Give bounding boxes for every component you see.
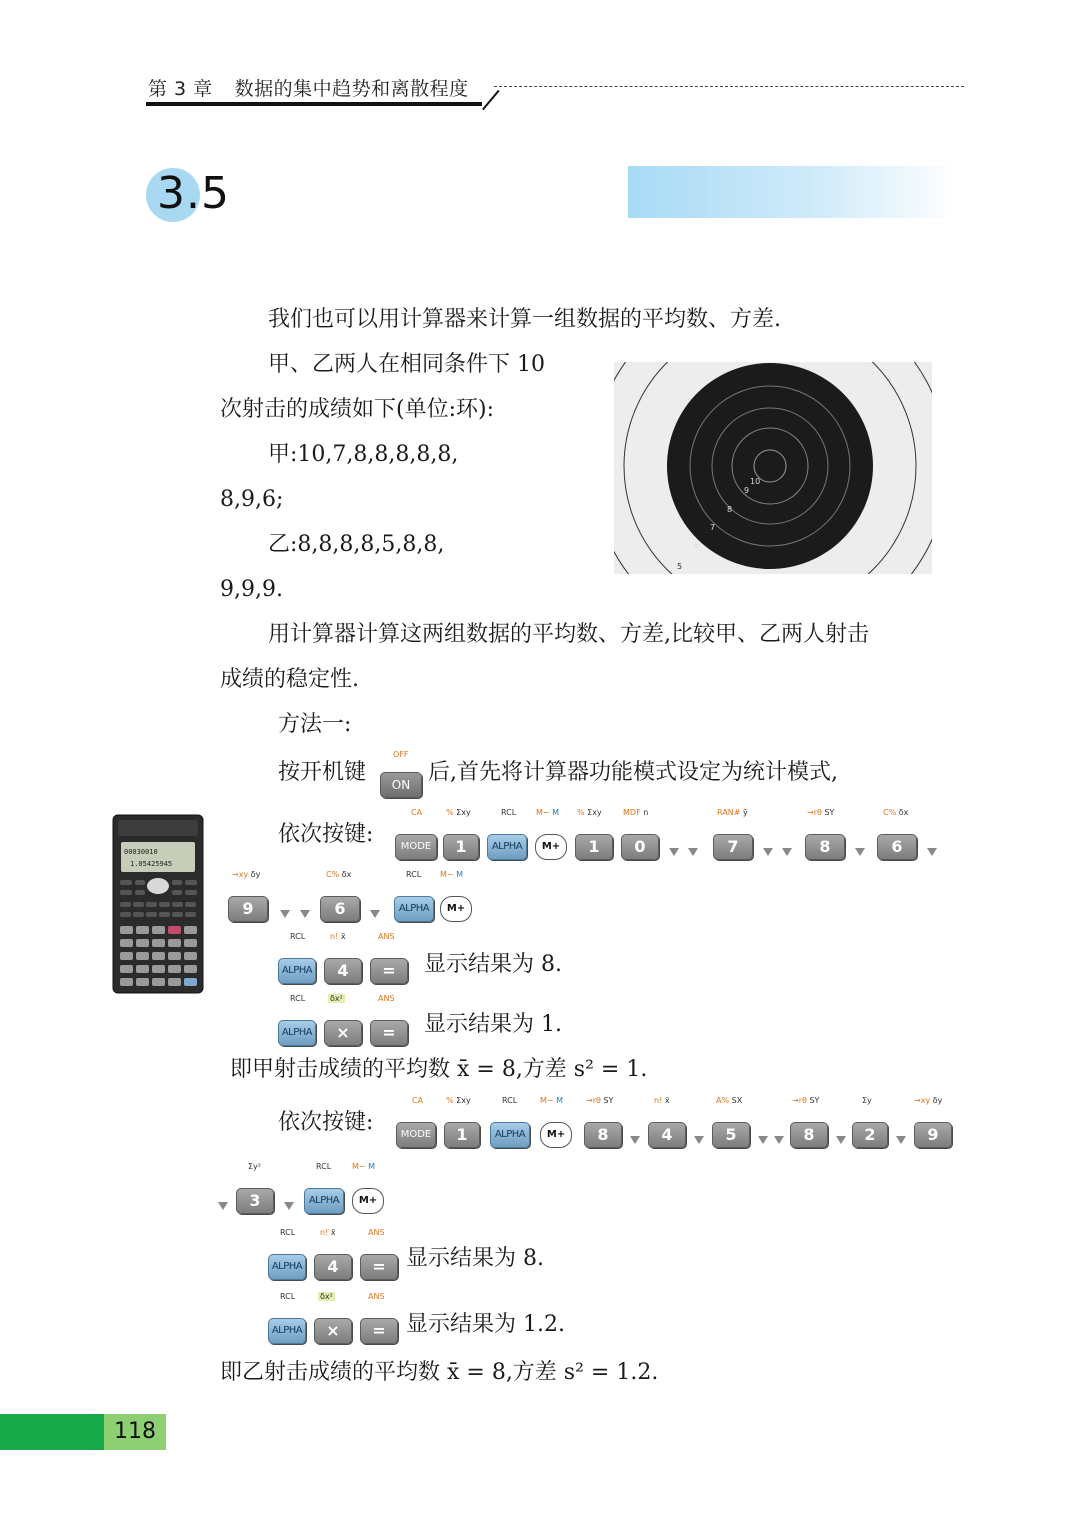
equals-key[interactable]: =: [370, 958, 408, 984]
page-header: [146, 72, 966, 106]
alpha-key[interactable]: ALPHA: [490, 1122, 530, 1148]
task-line-1: 用计算器计算这两组数据的平均数、方差,比较甲、乙两人射击: [268, 622, 869, 647]
step-on-suffix: 后,首先将计算器功能模式设定为统计模式,: [428, 760, 838, 785]
key-8[interactable]: 8: [790, 1122, 828, 1148]
press-seq-label-a: 依次按键:: [278, 822, 374, 847]
key-label: n!: [320, 1228, 329, 1237]
key-9[interactable]: 9: [914, 1122, 952, 1148]
key-label: ANS: [378, 994, 395, 1003]
mode-key[interactable]: MODE: [396, 1122, 436, 1148]
alpha-key[interactable]: ALPHA: [394, 896, 434, 922]
result-mean-b: 显示结果为 8.: [406, 1246, 544, 1271]
down-arrow-icon: [669, 848, 679, 856]
key-label: RCL: [502, 1096, 518, 1105]
alpha-key[interactable]: ALPHA: [268, 1254, 306, 1280]
down-arrow-icon: [896, 1136, 906, 1144]
m-plus-key[interactable]: M+: [440, 896, 472, 922]
down-arrow-icon: [370, 910, 380, 918]
key-1[interactable]: 1: [444, 1122, 480, 1148]
m-plus-key[interactable]: M+: [352, 1188, 384, 1214]
key-label: RAN#: [717, 808, 741, 817]
page-number-bar: [0, 1414, 104, 1450]
key-label: δx: [341, 870, 352, 879]
key-label: ȳ: [742, 808, 748, 817]
key-label: x̄: [330, 1228, 336, 1237]
press-seq-label-b: 依次按键:: [278, 1110, 374, 1135]
alpha-key[interactable]: ALPHA: [278, 1020, 316, 1046]
down-arrow-icon: [218, 1202, 228, 1210]
mean-key-group-a: [278, 932, 418, 988]
problem-line-2: 次射击的成绩如下(单位:环):: [220, 397, 494, 422]
key-label: %: [446, 1096, 454, 1105]
m-plus-key[interactable]: M+: [540, 1122, 572, 1148]
key-label: M−: [540, 1096, 554, 1105]
key-label: CA: [411, 808, 423, 817]
key-label: MDF: [623, 808, 641, 817]
key-5[interactable]: 5: [712, 1122, 750, 1148]
down-arrow-icon: [782, 848, 792, 856]
conclusion-a: 即甲射击成绩的平均数 x̄ = 8,方差 s² = 1.: [230, 1057, 648, 1082]
key-label: Σy: [862, 1096, 872, 1105]
on-key-group: [380, 750, 424, 806]
key-label: %: [577, 808, 585, 817]
key-9[interactable]: 9: [228, 896, 268, 922]
mode-key[interactable]: MODE: [395, 834, 437, 860]
calculator-image: [112, 814, 204, 994]
equals-key[interactable]: =: [360, 1318, 398, 1344]
key-6[interactable]: 6: [877, 834, 917, 860]
down-arrow-icon: [630, 1136, 640, 1144]
key-label: RCL: [406, 870, 422, 879]
key-label: Σxy: [456, 808, 471, 817]
key-label: ANS: [378, 932, 395, 941]
calc-display-line-2: 1.05425945: [130, 860, 173, 868]
key-label: n: [643, 808, 649, 817]
key-label: C%: [326, 870, 340, 879]
key-sequence-a-row-2: [228, 870, 488, 926]
key-label: RCL: [280, 1228, 296, 1237]
key-label: SY: [603, 1096, 614, 1105]
key-label: RCL: [290, 932, 306, 941]
down-arrow-icon: [855, 848, 865, 856]
key-7[interactable]: 7: [713, 834, 753, 860]
page-number: 118: [104, 1414, 166, 1450]
key-1[interactable]: 1: [575, 834, 613, 860]
jia-scores-line-2: 8,9,6;: [220, 487, 284, 512]
key-4[interactable]: 4: [314, 1254, 352, 1280]
down-arrow-icon: [694, 1136, 704, 1144]
down-arrow-icon: [774, 1136, 784, 1144]
down-arrow-icon: [763, 848, 773, 856]
key-label: OFF: [393, 750, 409, 759]
key-6[interactable]: 6: [320, 896, 360, 922]
key-label: Σxy: [587, 808, 602, 817]
key-label: x̄: [664, 1096, 670, 1105]
ring-label: 8: [727, 505, 733, 514]
key-label: x̄: [340, 932, 346, 941]
key-label: %: [446, 808, 454, 817]
key-0[interactable]: 0: [621, 834, 659, 860]
alpha-key[interactable]: ALPHA: [487, 834, 527, 860]
key-label: RCL: [316, 1162, 332, 1171]
jia-scores-line-1: 甲:10,7,8,8,8,8,8,: [268, 442, 459, 467]
key-label: →rθ: [586, 1096, 601, 1105]
result-variance-a: 显示结果为 1.: [424, 1012, 562, 1037]
key-4[interactable]: 4: [324, 958, 362, 984]
key-label: →rθ: [807, 808, 822, 817]
key-label: M: [556, 1096, 564, 1105]
key-label: SY: [824, 808, 835, 817]
down-arrow-icon: [280, 910, 290, 918]
key-label: M: [456, 870, 464, 879]
alpha-key[interactable]: ALPHA: [268, 1318, 306, 1344]
ring-label: 6: [694, 541, 700, 550]
down-arrow-icon: [300, 910, 310, 918]
step-on-prefix: 按开机键: [278, 760, 367, 785]
key-label: n!: [654, 1096, 663, 1105]
problem-line-1: 甲、乙两人在相同条件下 10: [268, 352, 545, 377]
key-label: M: [552, 808, 560, 817]
key-1[interactable]: 1: [443, 834, 479, 860]
key-label: ANS: [368, 1292, 385, 1301]
key-label: →xy: [232, 870, 249, 879]
key-label: Σxy: [456, 1096, 471, 1105]
key-sequence-b-row-2: [218, 1162, 398, 1218]
ring-label: 9: [744, 486, 750, 495]
key-label: δx²: [320, 1292, 333, 1301]
chapter-title: 数据的集中趋势和离散程度: [234, 78, 469, 100]
key-label: n!: [330, 932, 339, 941]
conclusion-b: 即乙射击成绩的平均数 x̄ = 8,方差 s² = 1.2.: [220, 1360, 659, 1385]
yi-scores-line-2: 9,9,9.: [220, 577, 283, 602]
key-8[interactable]: 8: [805, 834, 845, 860]
variance-key-group-b: [268, 1292, 408, 1348]
target-svg: [614, 362, 932, 574]
key-label: SX: [731, 1096, 743, 1105]
key-label: CA: [412, 1096, 424, 1105]
times-key[interactable]: ×: [314, 1318, 352, 1344]
result-variance-b: 显示结果为 1.2.: [406, 1312, 565, 1337]
equals-key[interactable]: =: [360, 1254, 398, 1280]
alpha-key[interactable]: ALPHA: [304, 1188, 344, 1214]
running-head: [148, 74, 491, 101]
key-label: →rθ: [792, 1096, 807, 1105]
key-label: Σy²: [248, 1162, 261, 1171]
shooting-target-image: [614, 362, 932, 574]
alpha-key[interactable]: ALPHA: [278, 958, 316, 984]
equals-key[interactable]: =: [370, 1020, 408, 1046]
result-mean-a: 显示结果为 8.: [424, 952, 562, 977]
key-label: A%: [716, 1096, 730, 1105]
key-label: M−: [440, 870, 454, 879]
key-sequence-a-row-1: [395, 808, 945, 864]
intro-paragraph: 我们也可以用计算器来计算一组数据的平均数、方差.: [268, 307, 781, 332]
calculator-svg: [112, 814, 204, 994]
key-label: M−: [352, 1162, 366, 1171]
m-plus-key[interactable]: M+: [535, 834, 567, 860]
variance-key-group-a: [278, 994, 418, 1050]
header-rule: [146, 102, 482, 106]
section-title-bar: [628, 166, 958, 218]
ring-label: 5: [677, 562, 683, 571]
down-arrow-icon: [758, 1136, 768, 1144]
key-label: RCL: [290, 994, 306, 1003]
method-label: 方法一:: [278, 712, 352, 737]
down-arrow-icon: [688, 848, 698, 856]
key-label: SY: [809, 1096, 820, 1105]
down-arrow-icon: [927, 848, 937, 856]
key-label: M: [368, 1162, 376, 1171]
mean-key-group-b: [268, 1228, 408, 1284]
times-key[interactable]: ×: [324, 1020, 362, 1046]
header-dashed-rule: [494, 86, 964, 87]
key-label: ANS: [368, 1228, 385, 1237]
key-3[interactable]: 3: [236, 1188, 274, 1214]
key-label: →xy: [914, 1096, 931, 1105]
calc-display-line-1: 00030010: [124, 848, 158, 856]
key-2[interactable]: 2: [852, 1122, 888, 1148]
ring-label: 7: [710, 523, 716, 532]
key-sequence-b-row-1: [396, 1096, 956, 1152]
key-label: C%: [883, 808, 897, 817]
key-label: δx²: [330, 994, 343, 1003]
section-number: 3.5: [157, 168, 230, 219]
yi-scores-line-1: 乙:8,8,8,8,5,8,8,: [268, 532, 445, 557]
key-label: δy: [932, 1096, 943, 1105]
key-label: δx: [898, 808, 909, 817]
key-label: RCL: [280, 1292, 296, 1301]
down-arrow-icon: [836, 1136, 846, 1144]
key-8[interactable]: 8: [584, 1122, 622, 1148]
key-label: RCL: [501, 808, 517, 817]
key-4[interactable]: 4: [648, 1122, 686, 1148]
on-key[interactable]: ON: [380, 772, 422, 798]
key-label: M−: [536, 808, 550, 817]
down-arrow-icon: [284, 1202, 294, 1210]
key-label: δy: [250, 870, 261, 879]
chapter-label: 第 3 章: [148, 78, 213, 100]
ring-label: 10: [750, 477, 761, 486]
task-line-2: 成绩的稳定性.: [220, 667, 359, 692]
